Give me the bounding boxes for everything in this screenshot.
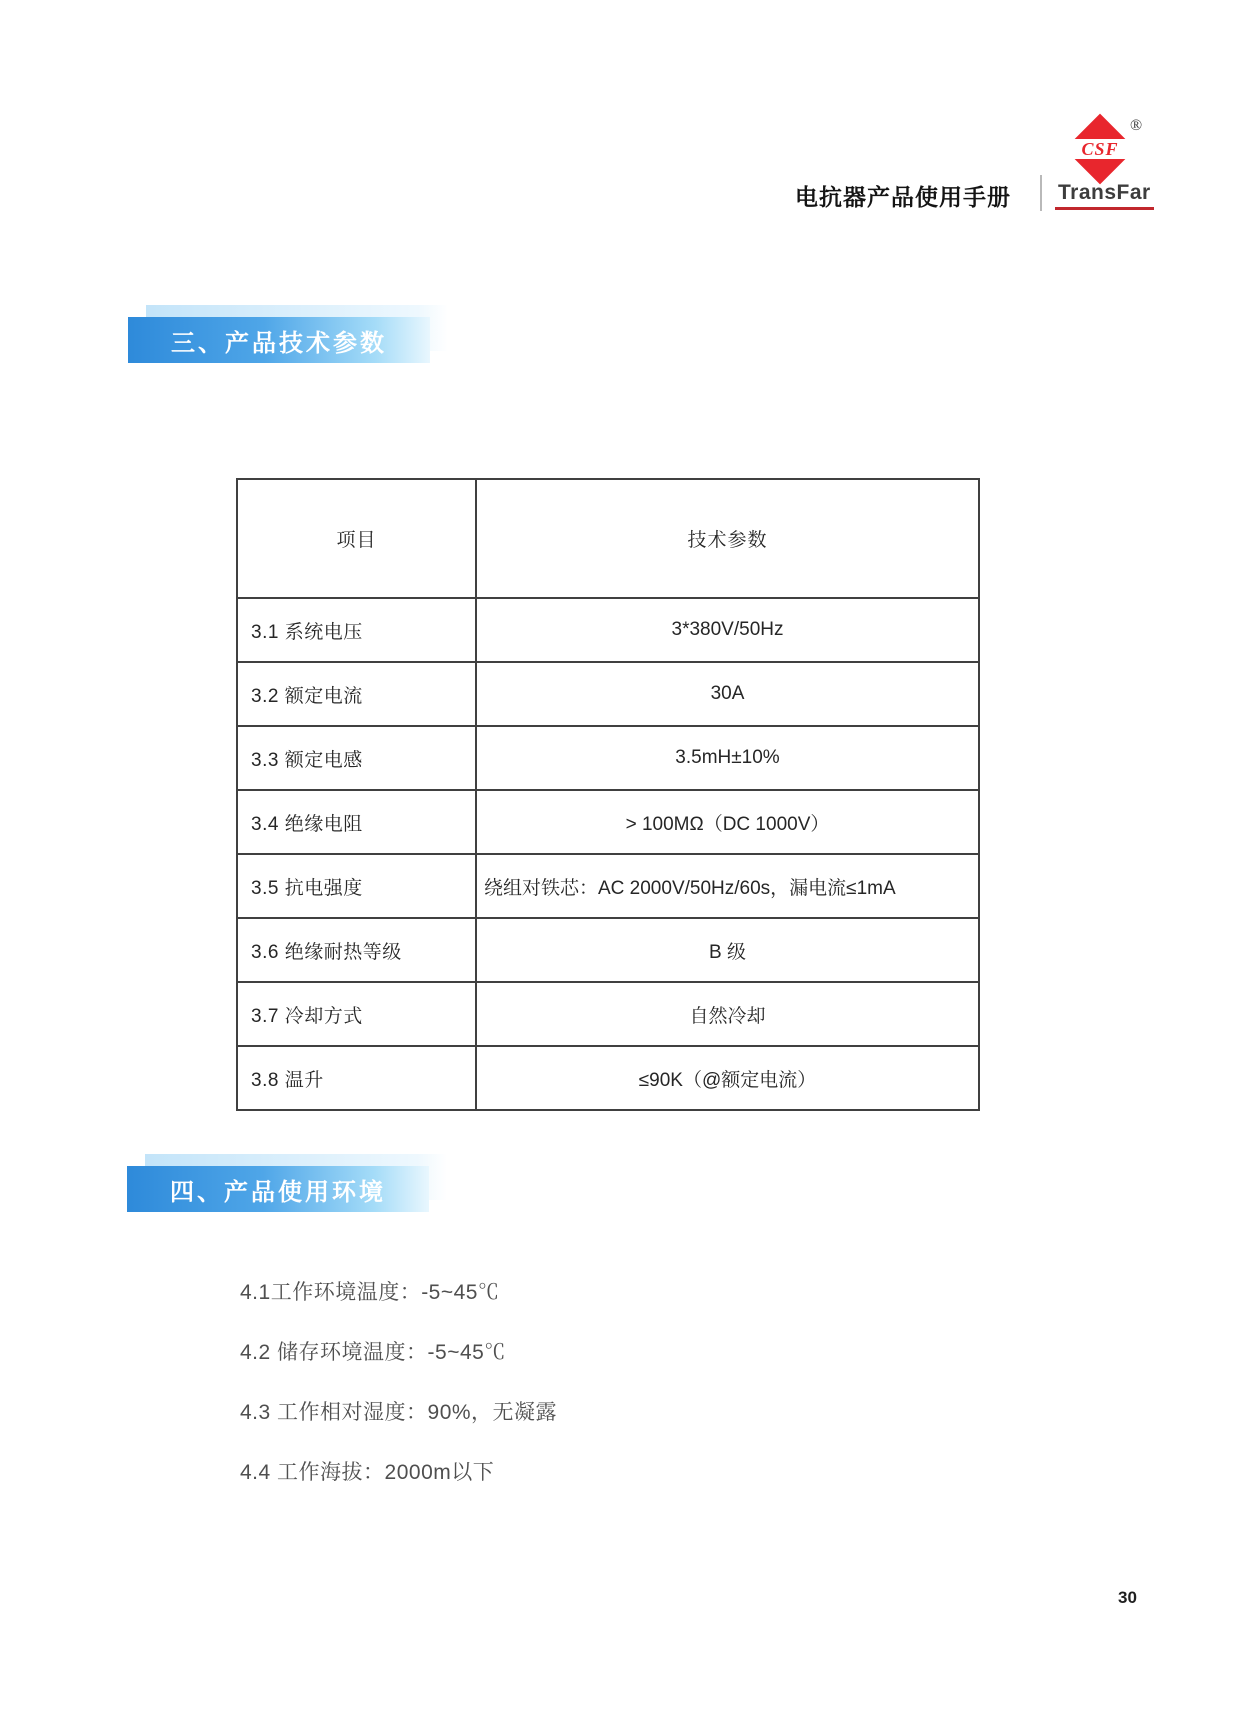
table-cell-value: 绕组对铁芯：AC 2000V/50Hz/60s，漏电流≤1mA bbox=[476, 854, 979, 918]
section-3-title: 三、产品技术参数 bbox=[171, 329, 387, 357]
banner-face bbox=[128, 317, 430, 363]
table-row bbox=[237, 790, 979, 854]
table-header-row bbox=[237, 479, 979, 598]
table-cell-item: 3.1 系统电压 bbox=[237, 598, 476, 662]
transfar-logo bbox=[1055, 105, 1195, 215]
banner-face bbox=[127, 1166, 429, 1212]
table-cell-value: ≤90K（@额定电流） bbox=[476, 1046, 979, 1110]
table-cell-item: 3.3 额定电感 bbox=[237, 726, 476, 790]
logo-brand-text: TransFar bbox=[1055, 181, 1154, 210]
table-cell-value: 自然冷却 bbox=[476, 982, 979, 1046]
csf-diamond-icon bbox=[1064, 111, 1136, 187]
env-item: 4.4 工作海拔：2000m以下 bbox=[240, 1461, 495, 1484]
table-row bbox=[237, 726, 979, 790]
table-cell-item: 3.5 抗电强度 bbox=[237, 854, 476, 918]
table-row bbox=[237, 918, 979, 982]
table-row bbox=[237, 1046, 979, 1110]
table-cell-value: 30A bbox=[476, 662, 979, 726]
table-row bbox=[237, 854, 979, 918]
table-cell-value: 3*380V/50Hz bbox=[476, 598, 979, 662]
section-banner-usage-environment bbox=[127, 1166, 429, 1212]
page-number: 30 bbox=[1118, 1588, 1137, 1607]
section-banner-technical-parameters bbox=[128, 317, 430, 363]
header-divider bbox=[1040, 175, 1042, 211]
table-row bbox=[237, 598, 979, 662]
column-header-item: 项目 bbox=[237, 479, 476, 598]
table-cell-item: 3.8 温升 bbox=[237, 1046, 476, 1110]
technical-parameters-table bbox=[236, 478, 980, 1111]
table-cell-value: 3.5mH±10% bbox=[476, 726, 979, 790]
table-cell-value: B 级 bbox=[476, 918, 979, 982]
table-row bbox=[237, 662, 979, 726]
table-cell-item: 3.7 冷却方式 bbox=[237, 982, 476, 1046]
env-item: 4.2 储存环境温度：-5~45℃ bbox=[240, 1341, 506, 1364]
table-cell-item: 3.4 绝缘电阻 bbox=[237, 790, 476, 854]
registered-trademark-icon: ® bbox=[1130, 117, 1143, 134]
table-cell-item: 3.2 额定电流 bbox=[237, 662, 476, 726]
document-header-title: 电抗器产品使用手册 bbox=[795, 184, 1011, 210]
column-header-parameter: 技术参数 bbox=[476, 479, 979, 598]
section-4-title: 四、产品使用环境 bbox=[170, 1178, 386, 1206]
env-item: 4.1工作环境温度：-5~45℃ bbox=[240, 1281, 500, 1304]
table-row bbox=[237, 982, 979, 1046]
table-cell-item: 3.6 绝缘耐热等级 bbox=[237, 918, 476, 982]
table-cell-value: > 100MΩ（DC 1000V） bbox=[476, 790, 979, 854]
logo-monogram: CSF bbox=[1062, 139, 1138, 159]
env-item: 4.3 工作相对湿度：90%，无凝露 bbox=[240, 1401, 558, 1424]
environment-items-list bbox=[240, 1279, 557, 1519]
